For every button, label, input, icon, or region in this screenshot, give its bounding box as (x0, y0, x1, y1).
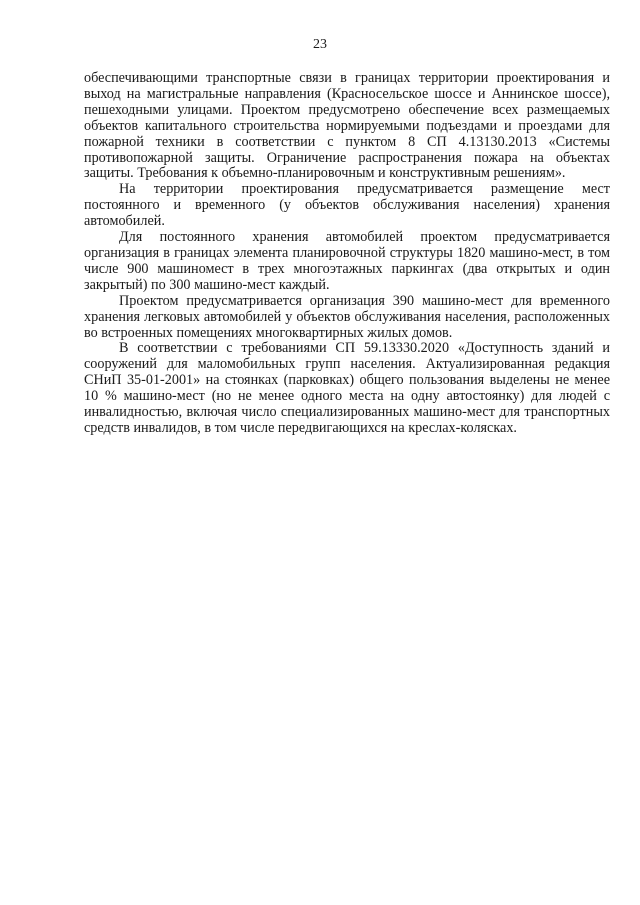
paragraph-permanent-parking: Для постоянного хранения автомобилей проектом предусматривается организация в границах элемента планировочной структуры 1820 машино-мест, в том числе 900 машиномест в трех многоэтажных паркингах (два открытых и один закрытый) по 300 машино-мест каждый. (84, 229, 610, 293)
paragraph-accessibility: В соответствии с требованиями СП 59.13330.2020 «Доступность зданий и сооружений для маломобильных групп населения. Актуализированная редакция СНиП 35-01-2001» на стоянках (парковках) общего пользования выделены не менее 10 % машино-мест (но не менее одного места на одну автостоянку) для людей с инвалидностью, включая число специализированных машино-мест для транспортных средств инвалидов, в том числе передвигающихся на креслах-колясках. (84, 340, 610, 436)
paragraph-temporary-parking: Проектом предусматривается организация 390 машино-мест для временного хранения легковых автомобилей у объектов обслуживания населения, расположенных во встроенных помещениях многоквартирных жилых домов. (84, 292, 610, 341)
paragraph-fire-access: обеспечивающими транспортные связи в границах территории проектирования и выход на магистральные направления (Красносельское шоссе и Аннинское шоссе), пешеходными улицами. Проектом предусмотрено обеспечение всех размещаемых объектов капитального строительства нормируемыми подъездами и проездами для пожарной техники в соответствии с пунктом 8 СП 4.13130.2013 «Системы противопожарной защиты. Ограничение распространения пожара на объектах защиты. Требования к объемно-планировочным и конструктивным решениям». (84, 70, 610, 182)
body-text (84, 71, 610, 437)
paragraph-parking-placement: На территории проектирования предусматривается размещение мест постоянного и временного (у объектов обслуживания населения) хранения автомобилей. (84, 181, 610, 230)
page-number: 23 (313, 37, 327, 52)
